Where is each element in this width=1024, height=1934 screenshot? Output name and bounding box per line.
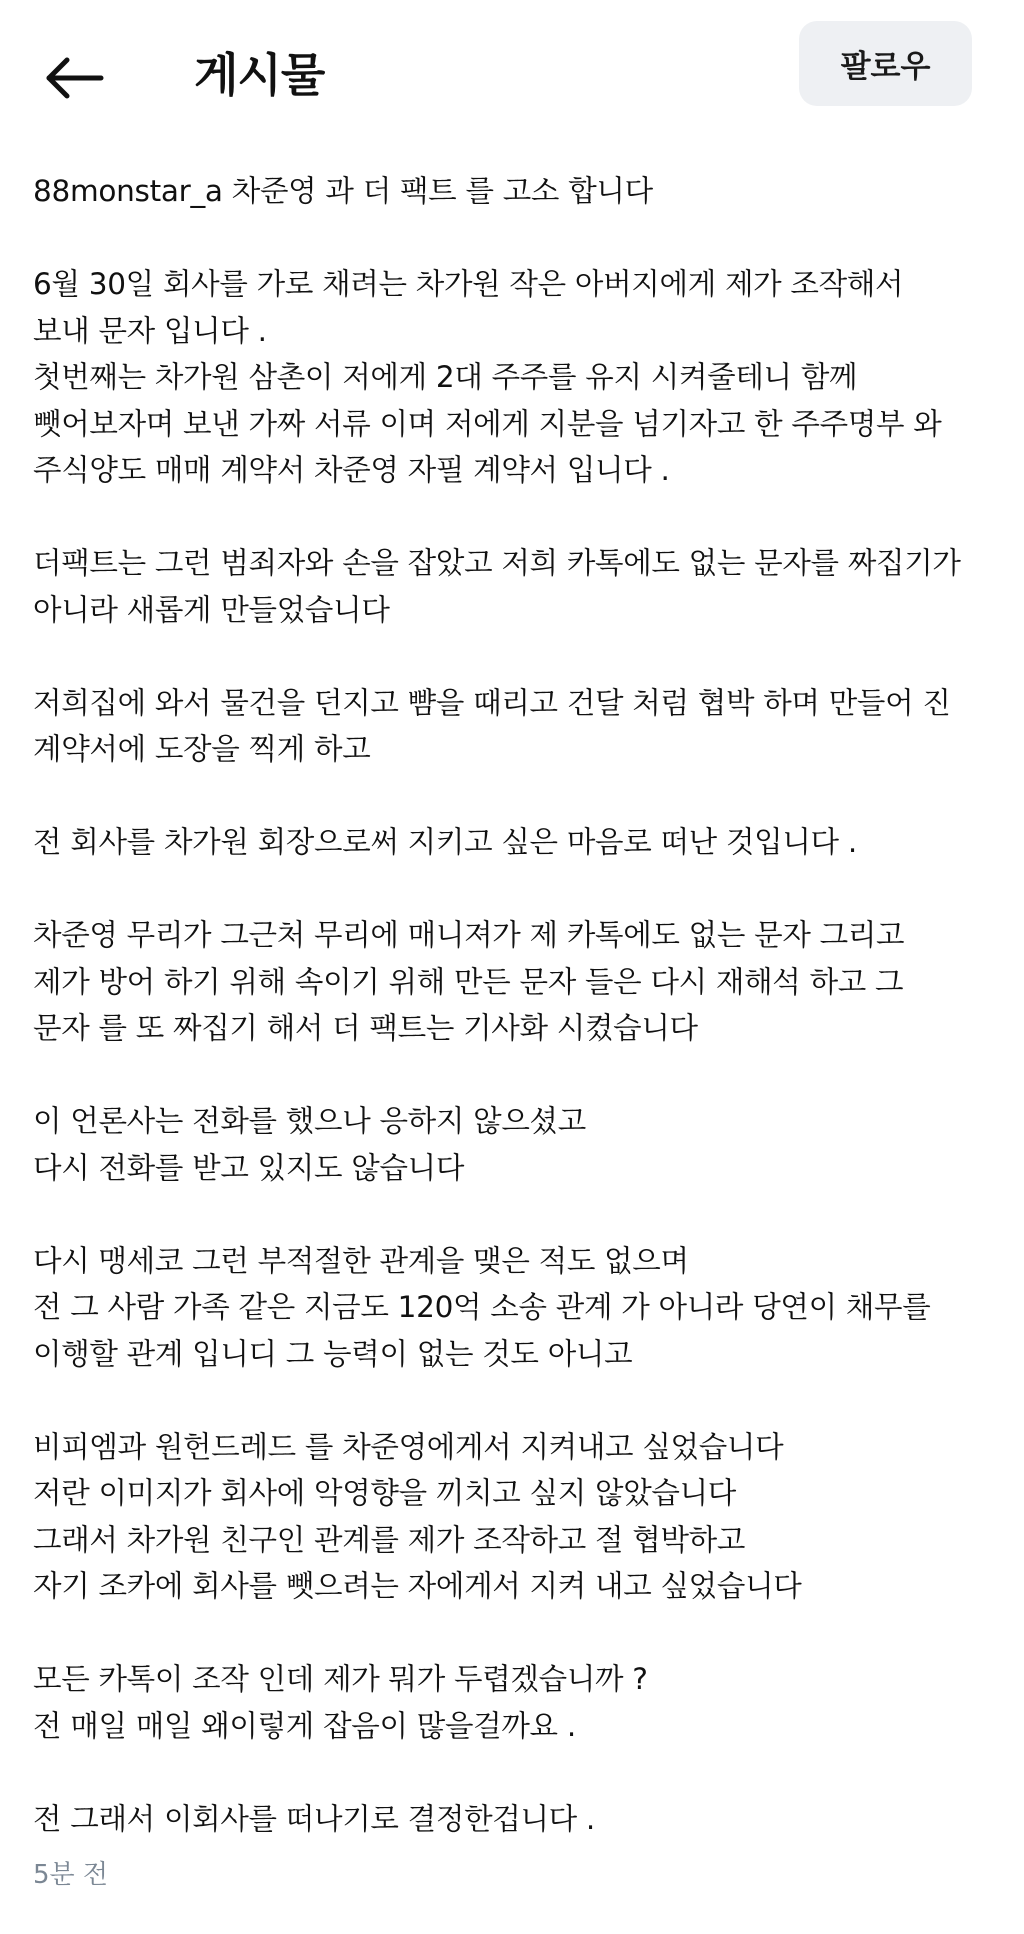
post-text-line: 전 회사를 차가원 회장으로써 지키고 싶은 마음로 떠난 것입니다 . — [33, 825, 857, 859]
post-text-line: 전 매일 매일 왜이렇게 잡음이 많을걸까요 . — [33, 1708, 576, 1743]
post-text-line: 계약서에 도장을 찍게 하고 — [33, 732, 371, 766]
blank-line — [33, 1610, 1008, 1657]
post-text-line: 첫번째는 차가원 삼촌이 저에게 2대 주주를 유지 시켜줄테니 함께 — [33, 360, 858, 394]
post-text-line: 저란 이미지가 회사에 악영향을 끼치고 싶지 않았습니다 — [33, 1476, 736, 1510]
post-text-line: 88monstar_a 차준영 과 더 팩트 를 고소 합니다 — [33, 174, 653, 208]
top-bar — [0, 0, 1024, 150]
blank-line — [33, 1052, 1008, 1099]
blank-line — [33, 494, 1008, 541]
post-text-line: 차준영 무리가 그근처 무리에 매니져가 제 카톡에도 없는 문자 그리고 — [33, 918, 905, 952]
post-text-line: 더팩트는 그런 범죄자와 손을 잡았고 저희 카톡에도 없는 문자를 짜집기가 — [33, 546, 961, 580]
blank-line — [33, 773, 1008, 820]
post-text-line: 모든 카톡이 조작 인데 제가 뭐가 두렵겠습니까 ? — [33, 1662, 648, 1696]
post-text-line: 그래서 차가원 친구인 관계를 제가 조작하고 절 협박하고 — [33, 1522, 746, 1557]
arrow-left-icon — [43, 56, 105, 100]
blank-line — [33, 1377, 1008, 1424]
post-text-line: 6월 30일 회사를 가로 채려는 차가원 작은 아버지에게 제가 조작해서 — [33, 267, 904, 301]
blank-line — [33, 866, 1008, 913]
post-text-line: 다시 전화를 받고 있지도 않습니다 — [33, 1150, 465, 1185]
post-text-line: 뺏어보자며 보낸 가짜 서류 이며 저에게 지분을 넘기자고 한 주주명부 와 — [33, 406, 942, 441]
post-text-line: 이 언론사는 전화를 했으나 응하지 않으셨고 — [33, 1104, 586, 1138]
post-text-line: 전 그 사람 가족 같은 지금도 120억 소송 관계 가 아니라 당연이 채무를 — [33, 1290, 931, 1324]
post-text-line: 다시 맹세코 그런 부적절한 관계을 맺은 적도 없으며 — [33, 1243, 689, 1278]
post-text-line: 보내 문자 입니다 . — [33, 313, 267, 348]
post-text-line: 자기 조카에 회사를 뺏으려는 자에게서 지켜 내고 싶었습니다 — [33, 1569, 802, 1603]
post-timestamp: 5분 전 — [33, 1860, 109, 1890]
blank-line — [33, 215, 1008, 262]
post-text-line: 주식양도 매매 계약서 차준영 자필 계약서 입니다 . — [33, 453, 670, 487]
post-text-line: 이행할 관계 입니디 그 능력이 없는 것도 아니고 — [33, 1336, 633, 1371]
blank-line — [33, 1749, 1008, 1796]
follow-button[interactable]: 팔로우 — [799, 21, 972, 106]
post-text-line: 저희집에 와서 물건을 던지고 뺨을 때리고 건달 처럼 협박 하며 만들어 진 — [33, 685, 951, 720]
page-title: 게시물 — [194, 48, 325, 102]
back-button[interactable] — [38, 48, 110, 108]
blank-line — [33, 1191, 1008, 1238]
post-text-line: 제가 방어 하기 위해 속이기 위해 만든 문자 들은 다시 재해석 하고 그 — [33, 964, 904, 999]
post-text-line: 비피엠과 원헌드레드 를 차준영에게서 지켜내고 싶었습니다 — [33, 1429, 784, 1464]
post-text-line: 전 그래서 이회사를 떠나기로 결정한겁니다 . — [33, 1801, 596, 1836]
post-text — [33, 168, 1008, 1842]
post-text-line: 아니라 새롭게 만들었습니다 — [33, 592, 390, 627]
blank-line — [33, 633, 1008, 680]
post-text-line: 문자 를 또 짜집기 해서 더 팩트는 기사화 시켰습니다 — [33, 1011, 698, 1045]
